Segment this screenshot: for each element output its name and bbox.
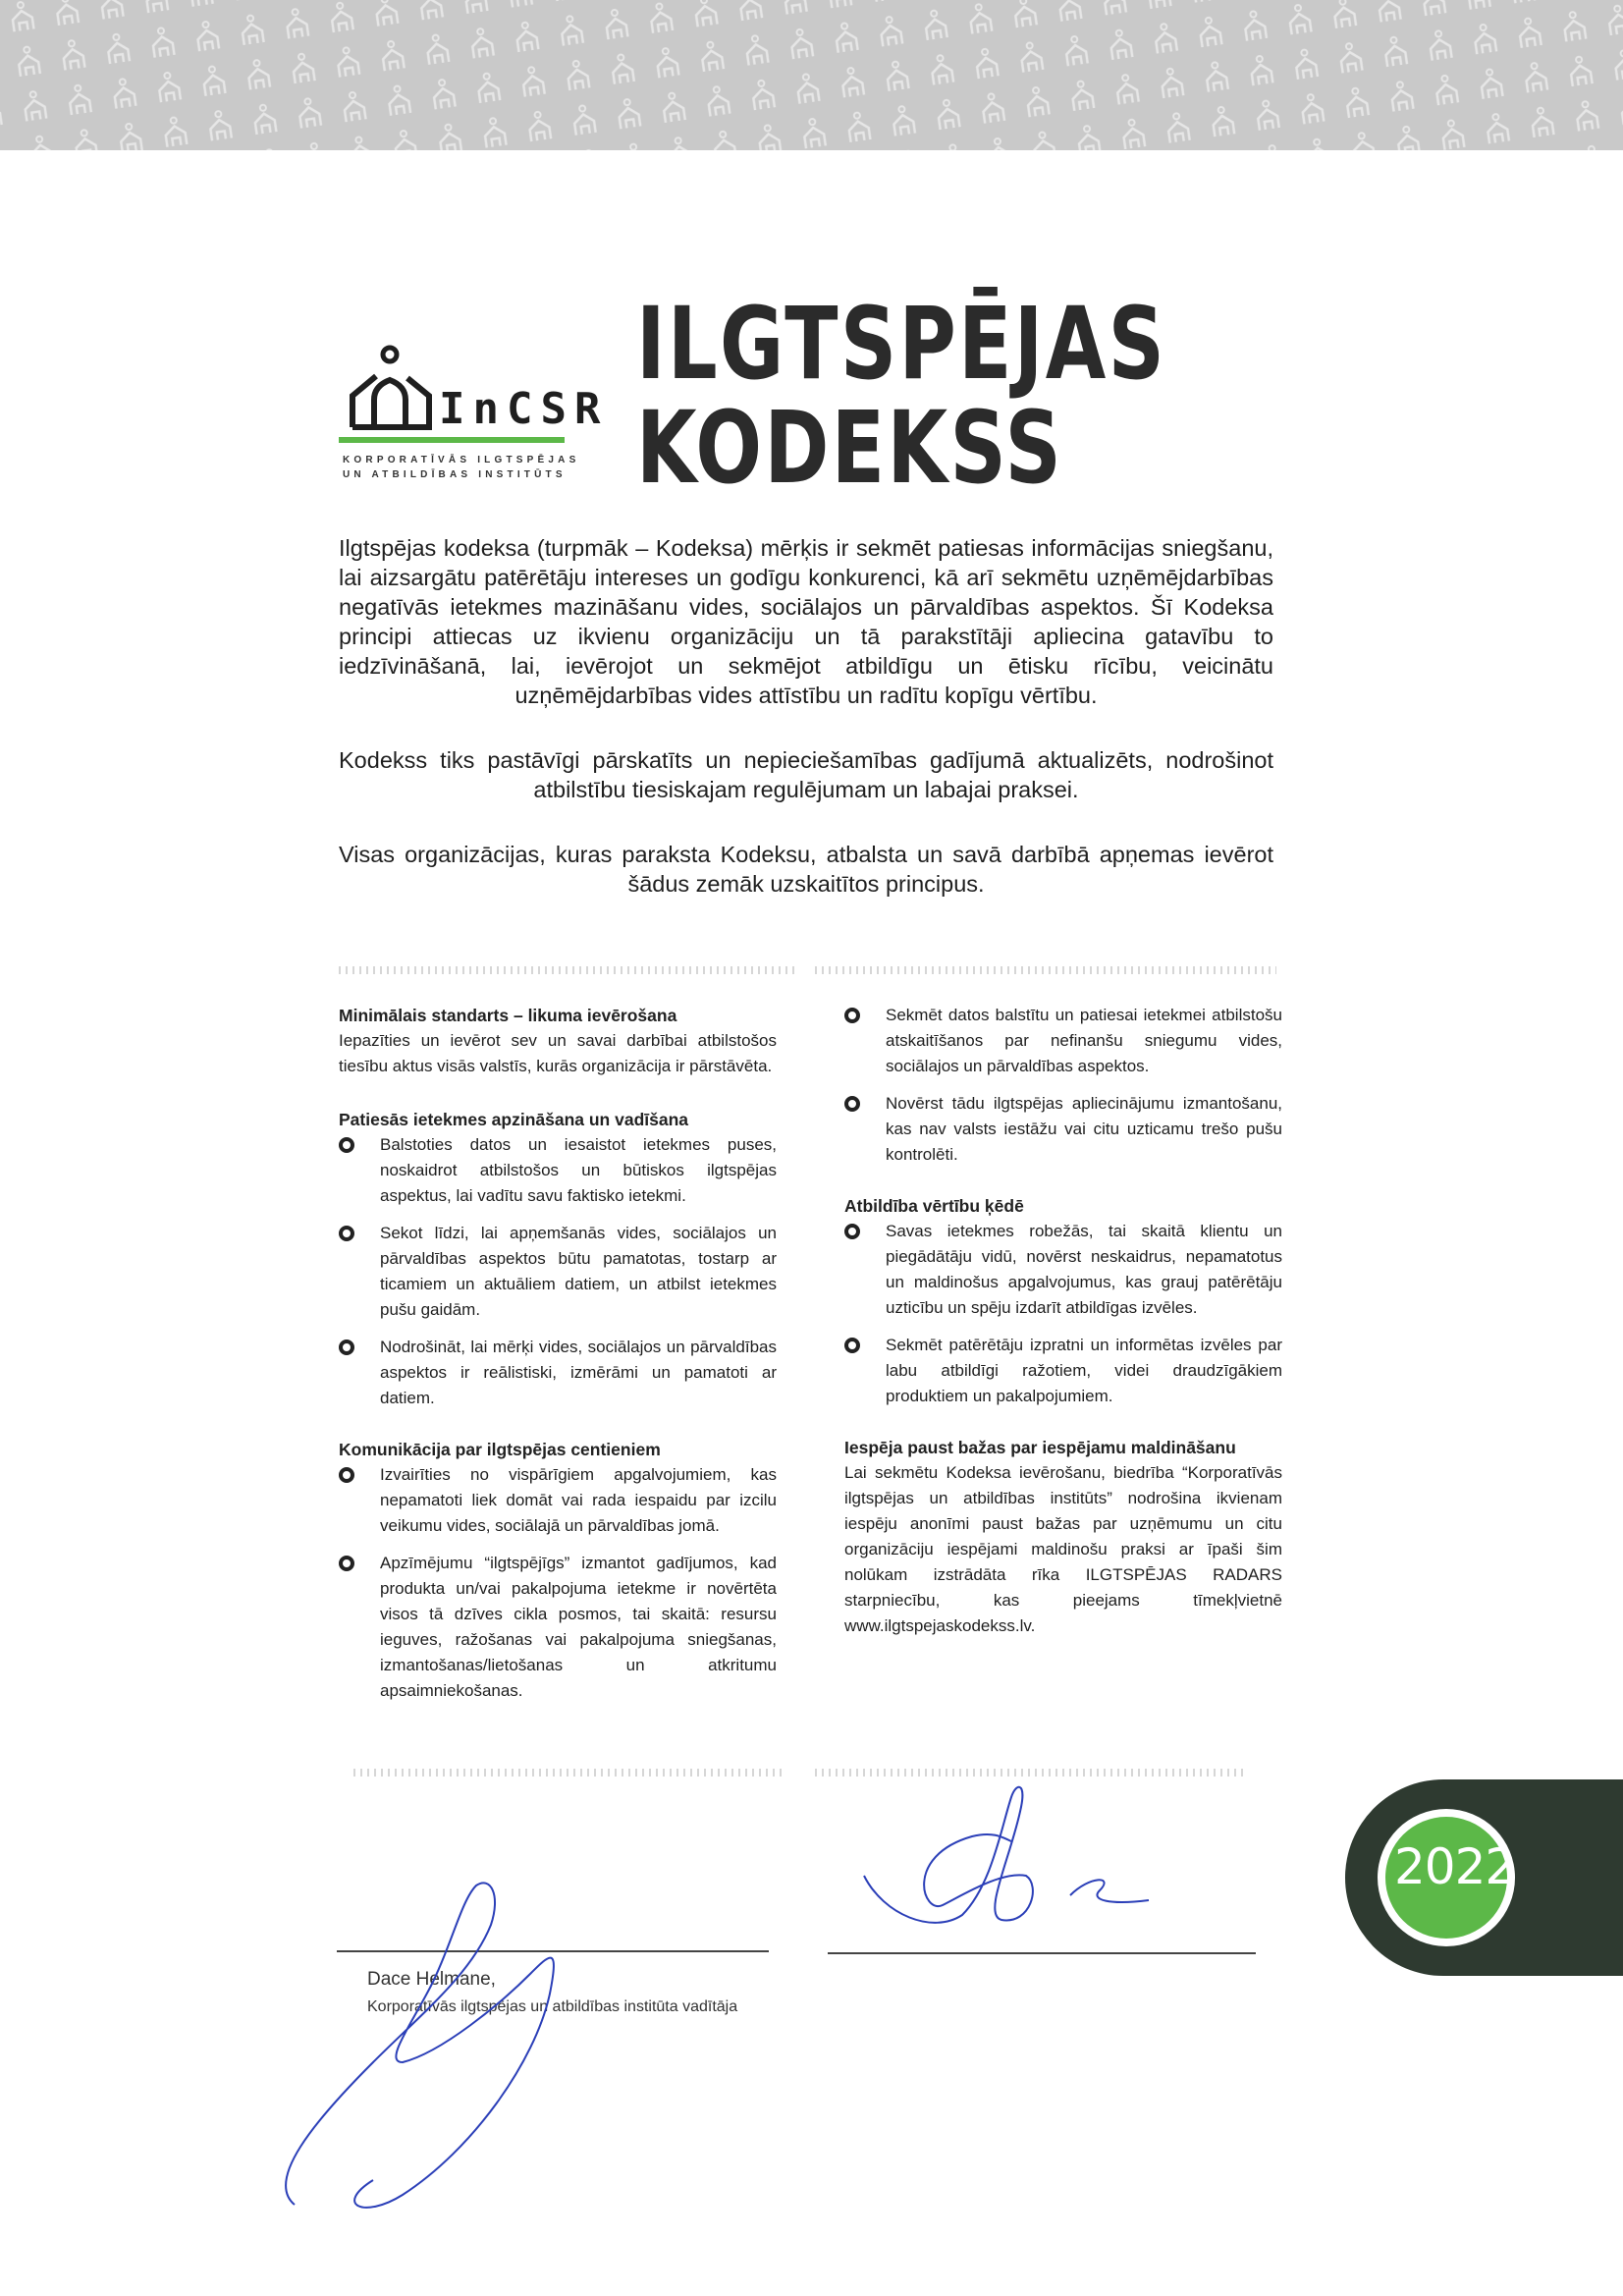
list-item <box>339 1221 777 1323</box>
section-text: Lai sekmētu Kodeksa ievērošanu, biedrība “Korporatīvās ilgtspējas un atbildības institūts” nodrošina ikvienam iespēju anonīmi paust bažas par uzņēmumu un citu organizāciju iespējami maldinošu praksi ar īpaši šim nolūkam izstrādāta rīka ILGTSPĒJAS RADARS starpniecību, kas pieejams tīmekļvietnē www.ilgtspejaskodekss.lv. <box>844 1463 1282 1635</box>
intro-paragraph: Kodekss tiks pastāvīgi pārskatīts un nepieciešamības gadījumā aktualizēts, nodrošinot atbilstību tiesiskajam regulējumam un labajai praksei. <box>339 747 1273 802</box>
list-item <box>844 1219 1282 1321</box>
principle-list <box>844 1003 1282 1168</box>
logo-wordmark: InCSR <box>439 384 609 434</box>
list-item-text: Sekmēt patērētāju izpratni un informētas izvēles par labu atbildīgi ražotiem, videi draudzīgākiem produktiem un pakalpojumiem. <box>886 1336 1282 1405</box>
logo-subtitle-line1: KORPORATĪVĀS ILGTSPĒJAS <box>343 455 580 465</box>
principle-list <box>844 1219 1282 1409</box>
signer-name: Dace Helmane, <box>367 1969 496 1990</box>
left-column <box>339 1003 777 1729</box>
list-item-text: Sekmēt datos balstītu un patiesai ietekmei atbilstošu atskaitīšanos par nefinanšu sniegumu vides, sociālajos un pārvaldības aspektos. <box>886 1006 1282 1075</box>
circle-bullet-icon <box>844 1338 860 1353</box>
section-heading: Komunikācija par ilgtspējas centieniem <box>339 1440 661 1459</box>
section-heading: Iespēja paust bažas par iespējamu maldināšanu <box>844 1438 1236 1457</box>
list-item <box>339 1335 777 1411</box>
intro-paragraph: Visas organizācijas, kuras paraksta Kodeksu, atbalsta un savā darbībā apņemas ievērot šādus zemāk uzskaitītos principus. <box>339 842 1273 897</box>
hatched-divider <box>353 1768 785 1777</box>
right-column <box>844 1003 1282 1667</box>
circle-bullet-icon <box>844 1224 860 1239</box>
list-item-text: Apzīmējumu “ilgtspējīgs” izmantot gadījumos, kad produkta un/vai pakalpojuma ietekme ir novērtēta visos tā dzīves cikla posmos, tai skaitā: resursu ieguves, ražošanas vai pakalpojuma sniegšanas, izmantošanas/lietošanas un atkritumu apsaimniekošanas. <box>380 1554 777 1700</box>
list-item-text: Novērst tādu ilgtspējas apliecinājumu izmantošanu, kas nav valsts iestāžu vai citu uzticamu trešo pušu kontrolēti. <box>886 1094 1282 1164</box>
logo-subtitle-line2: UN ATBILDĪBAS INSTITŪTS <box>343 469 567 480</box>
principle-list <box>339 1132 777 1411</box>
list-item-text: Nodrošināt, lai mērķi vides, sociālajos un pārvaldības aspektos ir reālistiski, izmērāmi un pamatoti ar datiem. <box>380 1338 777 1407</box>
title-line1: ILGTSPĒJAS <box>636 286 1167 403</box>
circle-bullet-icon <box>339 1339 354 1355</box>
list-item <box>844 1003 1282 1079</box>
section-heading: Atbildība vērtību ķēdē <box>844 1196 1024 1216</box>
handwritten-signature-right <box>844 1768 1178 1944</box>
signer-role: Korporatīvās ilgtspējas un atbildības institūta vadītāja <box>367 1998 738 2015</box>
list-item <box>339 1551 777 1704</box>
list-item <box>339 1132 777 1209</box>
intro-paragraph: Ilgtspējas kodeksa (turpmāk – Kodeksa) mērķis ir sekmēt patiesas informācijas sniegšanu, lai aizsargātu patērētāju intereses un godīgu konkurenci, kā arī sekmētu uzņēmējdarbības negatīvās ietekmes mazināšanu vides, sociālajos un pārvaldības aspektos. Šī Kodeksa principi attiecas uz ikvienu organizāciju un tā parakstītāji apliecina gatavību to iedzīvināšanā, lai, ievērojot un sekmējot atbildīgu un ētisku rīcību, veicinātu uzņēmējdarbības vides attīstību un radītu kopīgu vērtību. <box>339 535 1273 708</box>
section-heading: Minimālais standarts – likuma ievērošana <box>339 1006 677 1025</box>
list-item-text: Savas ietekmes robežās, tai skaitā klientu un piegādātāju vidū, novērst neskaidrus, nepamatotus un maldinošus apgalvojumus, kas grauj patērētāju uzticību un spēju izdarīt atbildīgas izvēles. <box>886 1222 1282 1317</box>
handwritten-signature-left <box>255 1866 628 2219</box>
title-line2: KODEKSS <box>636 390 1064 507</box>
incsr-logo <box>339 339 609 486</box>
circle-bullet-icon <box>339 1467 354 1483</box>
list-item <box>339 1462 777 1539</box>
hatched-divider <box>815 965 1276 975</box>
signature-line-right <box>828 1952 1256 1954</box>
circle-bullet-icon <box>844 1096 860 1112</box>
logo-green-underline <box>339 437 565 443</box>
house-logo-icon <box>339 339 437 437</box>
principle-list <box>339 1462 777 1704</box>
hatched-divider <box>339 965 795 975</box>
intro-text <box>339 533 1273 934</box>
decorative-pattern-band <box>0 0 1623 150</box>
circle-bullet-icon <box>339 1137 354 1153</box>
list-item-text: Izvairīties no vispārīgiem apgalvojumiem, kas nepamatoti liek domāt vai rada iespaidu par izcilu veikumu vides, sociālajā un pārvaldības jomā. <box>380 1465 777 1535</box>
section-heading: Patiesās ietekmes apzināšana un vadīšana <box>339 1110 689 1129</box>
list-item-text: Balstoties datos un iesaistot ietekmes puses, noskaidrot atbilstošos un būtiskos ilgtspējas aspektus, lai vadītu savu faktisko ietekmi. <box>380 1135 777 1205</box>
page-title <box>636 286 1167 507</box>
badge-year: 2022 <box>1394 1838 1516 1895</box>
list-item-text: Sekot līdzi, lai apņemšanās vides, sociālajos un pārvaldības aspektos būtu pamatotas, tostarp ar ticamiem un aktuāliem datiem, un atbilst ietekmes pušu gaidām. <box>380 1224 777 1319</box>
list-item <box>844 1091 1282 1168</box>
circle-bullet-icon <box>844 1008 860 1023</box>
circle-bullet-icon <box>339 1556 354 1571</box>
section-text: Iepazīties un ievērot sev un savai darbībai atbilstošos tiesību aktus visās valstīs, kurās organizācija ir pārstāvēta. <box>339 1031 777 1075</box>
list-item <box>844 1333 1282 1409</box>
circle-bullet-icon <box>339 1226 354 1241</box>
